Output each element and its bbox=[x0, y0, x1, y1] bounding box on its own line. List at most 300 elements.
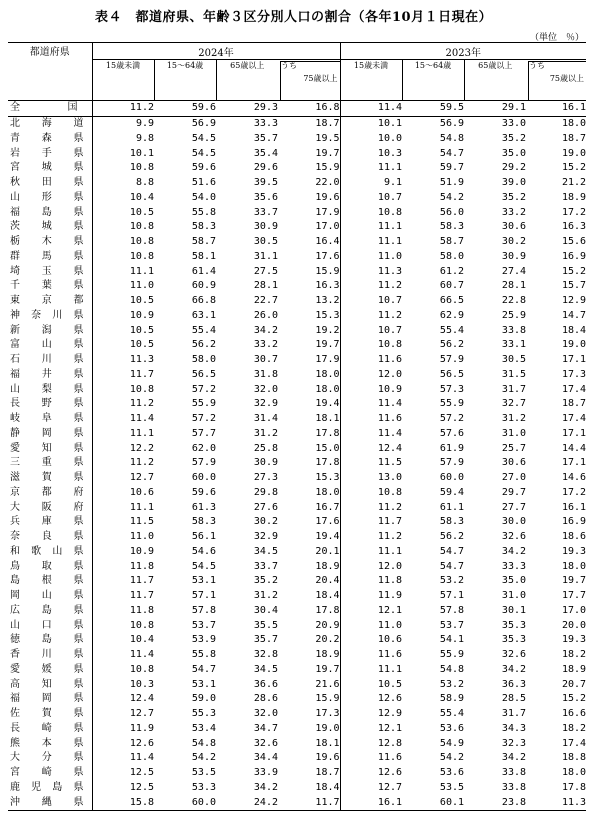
value-cell: 28.6 bbox=[253, 693, 278, 705]
prefecture-name: 広島県 bbox=[8, 604, 92, 619]
value-cell: 15.0 bbox=[315, 442, 340, 454]
value-cell: 17.8 bbox=[315, 427, 340, 439]
table-row bbox=[8, 116, 586, 131]
prefecture-name: 滋賀県 bbox=[8, 471, 92, 486]
table-row-national bbox=[8, 101, 586, 117]
value-cell: 27.0 bbox=[501, 472, 527, 484]
value-cell: 16.3 bbox=[561, 221, 587, 233]
value-cell: 12.9 bbox=[340, 707, 402, 722]
value-cell: 34.2 bbox=[253, 781, 278, 793]
header-under15-2023: 15歳未満 bbox=[340, 60, 402, 101]
table-row bbox=[8, 559, 586, 574]
value-cell: 11.2 bbox=[129, 398, 154, 410]
value-cell: 11.2 bbox=[340, 309, 402, 324]
table-row bbox=[8, 486, 586, 501]
table-row bbox=[8, 736, 586, 751]
value-cell: 10.8 bbox=[129, 383, 154, 395]
value-cell: 32.0 bbox=[253, 383, 278, 395]
value-cell: 12.1 bbox=[340, 604, 402, 619]
header-15to64-2024: 15～64歳 bbox=[154, 60, 216, 101]
value-cell: 54.2 bbox=[439, 752, 465, 764]
value-cell: 33.3 bbox=[501, 560, 527, 572]
prefecture-name: 徳島県 bbox=[8, 633, 92, 648]
value-cell: 61.3 bbox=[191, 501, 216, 513]
value-cell: 29.7 bbox=[501, 486, 527, 498]
value-cell: 33.2 bbox=[501, 206, 527, 218]
value-cell: 11.3 bbox=[340, 264, 402, 279]
value-cell: 66.8 bbox=[191, 295, 216, 307]
table-row bbox=[8, 161, 586, 176]
value-cell: 61.4 bbox=[191, 265, 216, 277]
value-cell: 18.4 bbox=[561, 324, 587, 336]
table-row bbox=[8, 677, 586, 692]
value-cell: 27.5 bbox=[253, 265, 278, 277]
value-cell: 18.9 bbox=[561, 191, 587, 203]
value-cell: 34.2 bbox=[501, 663, 527, 675]
value-cell: 33.8 bbox=[501, 767, 527, 779]
table-title: 表４ 都道府県、年齢３区分別人口の割合（各年10月１日現在） bbox=[95, 10, 493, 25]
value-cell: 11.1 bbox=[340, 663, 402, 678]
value-cell: 58.0 bbox=[191, 354, 216, 366]
value-cell: 57.9 bbox=[439, 457, 465, 469]
value-cell: 33.0 bbox=[501, 118, 527, 130]
value-cell: 56.0 bbox=[439, 206, 465, 218]
value-cell: 59.4 bbox=[439, 486, 465, 498]
value-cell: 19.7 bbox=[315, 147, 340, 159]
value-cell: 17.2 bbox=[561, 486, 587, 498]
header-75plus-2024 bbox=[278, 60, 340, 101]
prefecture-name: 静岡県 bbox=[8, 427, 92, 442]
value-cell: 31.8 bbox=[253, 368, 278, 380]
value-cell: 16.3 bbox=[315, 280, 340, 292]
prefecture-name: 高知県 bbox=[8, 677, 92, 692]
value-cell: 10.8 bbox=[129, 663, 154, 675]
value-cell: 29.3 bbox=[216, 101, 278, 117]
value-cell: 25.7 bbox=[501, 442, 527, 454]
value-cell: 17.4 bbox=[561, 383, 587, 395]
value-cell: 27.6 bbox=[253, 501, 278, 513]
value-cell: 19.2 bbox=[315, 324, 340, 336]
table-row bbox=[8, 471, 586, 486]
value-cell: 11.0 bbox=[340, 250, 402, 265]
value-cell: 10.5 bbox=[129, 324, 154, 336]
value-cell: 11.4 bbox=[129, 413, 154, 425]
value-cell: 17.4 bbox=[561, 737, 587, 749]
value-cell: 10.0 bbox=[340, 132, 402, 147]
value-cell: 14.6 bbox=[561, 472, 587, 484]
value-cell: 55.4 bbox=[191, 324, 216, 336]
value-cell: 18.0 bbox=[561, 118, 587, 130]
value-cell: 12.6 bbox=[340, 692, 402, 707]
value-cell: 39.0 bbox=[501, 177, 527, 189]
value-cell: 54.9 bbox=[439, 737, 465, 749]
value-cell: 20.2 bbox=[315, 634, 340, 646]
value-cell: 57.7 bbox=[191, 427, 216, 439]
prefecture-name: 福井県 bbox=[8, 368, 92, 383]
prefecture-name: 島根県 bbox=[8, 574, 92, 589]
value-cell: 35.3 bbox=[501, 619, 527, 631]
value-cell: 18.8 bbox=[561, 752, 587, 764]
prefecture-name: 東京都 bbox=[8, 294, 92, 309]
value-cell: 15.2 bbox=[561, 162, 587, 174]
value-cell: 10.4 bbox=[129, 191, 154, 203]
value-cell: 11.4 bbox=[129, 649, 154, 661]
value-cell: 55.4 bbox=[439, 708, 465, 720]
value-cell: 12.0 bbox=[340, 559, 402, 574]
value-cell: 19.0 bbox=[561, 339, 587, 351]
value-cell: 10.9 bbox=[129, 545, 154, 557]
value-cell: 18.4 bbox=[315, 590, 340, 602]
prefecture-name: 山口県 bbox=[8, 618, 92, 633]
value-cell: 10.6 bbox=[340, 633, 402, 648]
value-cell: 18.7 bbox=[561, 398, 587, 410]
value-cell: 10.9 bbox=[340, 382, 402, 397]
value-cell: 11.6 bbox=[340, 751, 402, 766]
table-row bbox=[8, 500, 586, 515]
value-cell: 55.3 bbox=[191, 708, 216, 720]
header-65plus-2023: 65歳以上 bbox=[464, 60, 526, 101]
value-cell: 58.7 bbox=[439, 236, 465, 248]
table-row bbox=[8, 294, 586, 309]
table-row bbox=[8, 427, 586, 442]
value-cell: 18.0 bbox=[561, 767, 587, 779]
prefecture-name: 三重県 bbox=[8, 456, 92, 471]
prefecture-name: 大分県 bbox=[8, 751, 92, 766]
value-cell: 53.7 bbox=[191, 619, 216, 631]
table-row bbox=[8, 692, 586, 707]
table-row bbox=[8, 220, 586, 235]
value-cell: 17.9 bbox=[315, 354, 340, 366]
value-cell: 16.1 bbox=[526, 101, 586, 117]
value-cell: 19.7 bbox=[315, 339, 340, 351]
value-cell: 33.8 bbox=[501, 781, 527, 793]
prefecture-name: 埼玉県 bbox=[8, 264, 92, 279]
value-cell: 10.7 bbox=[340, 191, 402, 206]
value-cell: 34.2 bbox=[501, 545, 527, 557]
value-cell: 20.1 bbox=[315, 545, 340, 557]
prefecture-name: 岩手県 bbox=[8, 146, 92, 161]
header-75plus-label: 75歳以上 bbox=[303, 74, 338, 83]
value-cell: 17.6 bbox=[315, 516, 340, 528]
table-row bbox=[8, 663, 586, 678]
value-cell: 58.3 bbox=[439, 516, 465, 528]
value-cell: 11.7 bbox=[129, 575, 154, 587]
value-cell: 32.6 bbox=[253, 737, 278, 749]
table-row bbox=[8, 412, 586, 427]
value-cell: 60.7 bbox=[439, 280, 465, 292]
value-cell: 12.4 bbox=[340, 441, 402, 456]
value-cell: 33.7 bbox=[253, 206, 278, 218]
value-cell: 20.7 bbox=[561, 678, 587, 690]
value-cell: 23.8 bbox=[464, 795, 526, 810]
value-cell: 53.1 bbox=[191, 575, 216, 587]
value-cell: 16.7 bbox=[315, 501, 340, 513]
value-cell: 34.5 bbox=[253, 663, 278, 675]
table-row bbox=[8, 648, 586, 663]
value-cell: 31.2 bbox=[501, 413, 527, 425]
value-cell: 19.7 bbox=[561, 575, 587, 587]
value-cell: 9.1 bbox=[340, 176, 402, 191]
value-cell: 17.0 bbox=[315, 221, 340, 233]
value-cell: 29.6 bbox=[253, 162, 278, 174]
value-cell: 30.2 bbox=[253, 516, 278, 528]
value-cell: 53.9 bbox=[191, 634, 216, 646]
value-cell: 53.4 bbox=[191, 722, 216, 734]
value-cell: 10.5 bbox=[129, 295, 154, 307]
value-cell: 21.6 bbox=[315, 678, 340, 690]
value-cell: 60.0 bbox=[191, 472, 216, 484]
value-cell: 33.8 bbox=[501, 324, 527, 336]
value-cell: 27.4 bbox=[501, 265, 527, 277]
value-cell: 18.7 bbox=[315, 118, 340, 130]
value-cell: 10.8 bbox=[129, 162, 154, 174]
value-cell: 11.2 bbox=[129, 457, 154, 469]
value-cell: 15.3 bbox=[315, 472, 340, 484]
value-cell: 53.2 bbox=[439, 575, 465, 587]
value-cell: 33.3 bbox=[253, 118, 278, 130]
value-cell: 15.6 bbox=[561, 236, 587, 248]
header-uchi-label: うち bbox=[281, 61, 297, 70]
value-cell: 16.1 bbox=[561, 501, 587, 513]
value-cell: 31.2 bbox=[253, 427, 278, 439]
value-cell: 11.2 bbox=[340, 279, 402, 294]
value-cell: 57.2 bbox=[191, 413, 216, 425]
value-cell: 60.0 bbox=[439, 472, 465, 484]
value-cell: 11.8 bbox=[129, 604, 154, 616]
value-cell: 10.9 bbox=[129, 309, 154, 321]
table-row bbox=[8, 146, 586, 161]
value-cell: 9.8 bbox=[135, 132, 154, 144]
value-cell: 54.5 bbox=[191, 147, 216, 159]
value-cell: 57.8 bbox=[439, 604, 465, 616]
value-cell: 59.5 bbox=[402, 101, 464, 117]
value-cell: 11.6 bbox=[340, 648, 402, 663]
value-cell: 12.7 bbox=[129, 472, 154, 484]
table-row bbox=[8, 279, 586, 294]
value-cell: 57.3 bbox=[439, 383, 465, 395]
value-cell: 33.2 bbox=[253, 339, 278, 351]
prefecture-name: 福島県 bbox=[8, 205, 92, 220]
value-cell: 60.0 bbox=[154, 795, 216, 810]
prefecture-name: 兵庫県 bbox=[8, 515, 92, 530]
value-cell: 32.3 bbox=[501, 737, 527, 749]
value-cell: 61.9 bbox=[439, 442, 465, 454]
table-row bbox=[8, 338, 586, 353]
value-cell: 61.2 bbox=[439, 265, 465, 277]
value-cell: 31.5 bbox=[501, 368, 527, 380]
value-cell: 10.3 bbox=[340, 146, 402, 161]
value-cell: 11.0 bbox=[340, 618, 402, 633]
table-row bbox=[8, 441, 586, 456]
value-cell: 58.1 bbox=[191, 250, 216, 262]
value-cell: 35.2 bbox=[501, 132, 527, 144]
value-cell: 11.1 bbox=[340, 220, 402, 235]
table-row bbox=[8, 323, 586, 338]
value-cell: 11.2 bbox=[340, 500, 402, 515]
value-cell: 10.8 bbox=[340, 338, 402, 353]
value-cell: 57.6 bbox=[439, 427, 465, 439]
value-cell: 10.1 bbox=[129, 147, 154, 159]
value-cell: 36.6 bbox=[253, 678, 278, 690]
header-uchi-label: うち bbox=[529, 61, 546, 70]
value-cell: 35.7 bbox=[253, 132, 278, 144]
value-cell: 19.3 bbox=[561, 545, 587, 557]
value-cell: 54.5 bbox=[191, 560, 216, 572]
value-cell: 11.7 bbox=[129, 590, 154, 602]
value-cell: 54.7 bbox=[439, 560, 465, 572]
value-cell: 55.8 bbox=[191, 206, 216, 218]
prefecture-name: 熊本県 bbox=[8, 736, 92, 751]
value-cell: 35.2 bbox=[501, 191, 527, 203]
value-cell: 35.6 bbox=[253, 191, 278, 203]
value-cell: 25.8 bbox=[253, 442, 278, 454]
value-cell: 19.0 bbox=[315, 722, 340, 734]
value-cell: 55.8 bbox=[191, 649, 216, 661]
value-cell: 56.2 bbox=[191, 339, 216, 351]
value-cell: 11.9 bbox=[340, 589, 402, 604]
table-row bbox=[8, 707, 586, 722]
value-cell: 16.9 bbox=[561, 516, 587, 528]
value-cell: 17.7 bbox=[561, 590, 587, 602]
value-cell: 11.8 bbox=[340, 574, 402, 589]
value-cell: 12.4 bbox=[129, 693, 154, 705]
prefecture-name: 鳥取県 bbox=[8, 559, 92, 574]
value-cell: 10.8 bbox=[129, 221, 154, 233]
value-cell: 14.4 bbox=[561, 442, 587, 454]
value-cell: 17.8 bbox=[315, 604, 340, 616]
value-cell: 22.8 bbox=[501, 295, 527, 307]
prefecture-name: 鹿児島県 bbox=[8, 781, 92, 796]
value-cell: 12.7 bbox=[129, 708, 154, 720]
value-cell: 29.1 bbox=[464, 101, 526, 117]
prefecture-name: 神奈川県 bbox=[8, 309, 92, 324]
value-cell: 17.0 bbox=[561, 604, 587, 616]
prefecture-name: 奈良県 bbox=[8, 530, 92, 545]
prefecture-name: 石川県 bbox=[8, 353, 92, 368]
value-cell: 59.0 bbox=[191, 693, 216, 705]
table-row bbox=[8, 545, 586, 560]
table-row bbox=[8, 353, 586, 368]
value-cell: 10.5 bbox=[129, 339, 154, 351]
value-cell: 58.9 bbox=[439, 693, 465, 705]
table-row bbox=[8, 515, 586, 530]
value-cell: 12.8 bbox=[340, 736, 402, 751]
value-cell: 53.7 bbox=[439, 619, 465, 631]
value-cell: 53.6 bbox=[439, 722, 465, 734]
value-cell: 19.6 bbox=[315, 191, 340, 203]
value-cell: 29.2 bbox=[501, 162, 527, 174]
value-cell: 30.6 bbox=[501, 457, 527, 469]
table-row bbox=[8, 382, 586, 397]
value-cell: 54.8 bbox=[439, 132, 465, 144]
value-cell: 62.9 bbox=[439, 309, 465, 321]
table-row bbox=[8, 264, 586, 279]
value-cell: 19.3 bbox=[561, 634, 587, 646]
value-cell: 12.5 bbox=[129, 767, 154, 779]
value-cell: 18.0 bbox=[315, 486, 340, 498]
value-cell: 16.6 bbox=[561, 708, 587, 720]
value-cell: 11.1 bbox=[340, 545, 402, 560]
table-row bbox=[8, 309, 586, 324]
value-cell: 60.1 bbox=[402, 795, 464, 810]
value-cell: 11.3 bbox=[526, 795, 586, 810]
value-cell: 17.3 bbox=[561, 368, 587, 380]
value-cell: 54.7 bbox=[439, 545, 465, 557]
table-row bbox=[8, 589, 586, 604]
value-cell: 17.4 bbox=[561, 413, 587, 425]
value-cell: 33.9 bbox=[253, 767, 278, 779]
value-cell: 10.8 bbox=[129, 236, 154, 248]
value-cell: 31.1 bbox=[253, 250, 278, 262]
value-cell: 53.6 bbox=[439, 767, 465, 779]
value-cell: 34.2 bbox=[501, 752, 527, 764]
value-cell: 8.8 bbox=[135, 177, 154, 189]
table-row bbox=[8, 604, 586, 619]
value-cell: 56.5 bbox=[439, 368, 465, 380]
header-15to64-2023: 15～64歳 bbox=[402, 60, 464, 101]
value-cell: 51.9 bbox=[439, 177, 465, 189]
value-cell: 18.1 bbox=[315, 737, 340, 749]
value-cell: 31.4 bbox=[253, 413, 278, 425]
table-row bbox=[8, 722, 586, 737]
value-cell: 31.0 bbox=[501, 590, 527, 602]
value-cell: 54.0 bbox=[191, 191, 216, 203]
value-cell: 15.9 bbox=[315, 265, 340, 277]
prefecture-name: 沖縄県 bbox=[8, 795, 92, 810]
value-cell: 17.1 bbox=[561, 354, 587, 366]
value-cell: 11.2 bbox=[340, 530, 402, 545]
value-cell: 34.5 bbox=[253, 545, 278, 557]
prefecture-name: 北海道 bbox=[8, 116, 92, 131]
header-75plus-2023 bbox=[526, 60, 586, 101]
prefecture-name: 全国 bbox=[8, 101, 92, 117]
value-cell: 26.0 bbox=[253, 309, 278, 321]
value-cell: 10.8 bbox=[340, 205, 402, 220]
value-cell: 59.7 bbox=[439, 162, 465, 174]
value-cell: 10.8 bbox=[129, 619, 154, 631]
value-cell: 18.2 bbox=[561, 722, 587, 734]
table-row bbox=[8, 618, 586, 633]
prefecture-name: 千葉県 bbox=[8, 279, 92, 294]
value-cell: 16.4 bbox=[315, 236, 340, 248]
value-cell: 10.3 bbox=[129, 678, 154, 690]
value-cell: 58.0 bbox=[439, 250, 465, 262]
value-cell: 16.1 bbox=[340, 795, 402, 810]
prefecture-name: 愛知県 bbox=[8, 441, 92, 456]
prefecture-name: 山形県 bbox=[8, 191, 92, 206]
value-cell: 11.1 bbox=[340, 235, 402, 250]
value-cell: 11.3 bbox=[129, 354, 154, 366]
value-cell: 56.1 bbox=[191, 531, 216, 543]
value-cell: 11.8 bbox=[129, 560, 154, 572]
value-cell: 30.7 bbox=[253, 354, 278, 366]
value-cell: 54.2 bbox=[191, 752, 216, 764]
value-cell: 66.5 bbox=[439, 295, 465, 307]
prefecture-name: 京都府 bbox=[8, 486, 92, 501]
value-cell: 57.2 bbox=[439, 413, 465, 425]
value-cell: 31.2 bbox=[253, 590, 278, 602]
value-cell: 30.1 bbox=[501, 604, 527, 616]
header-under15-2024: 15歳未満 bbox=[92, 60, 154, 101]
value-cell: 57.9 bbox=[439, 354, 465, 366]
value-cell: 36.3 bbox=[501, 678, 527, 690]
value-cell: 58.3 bbox=[191, 516, 216, 528]
value-cell: 32.7 bbox=[501, 398, 527, 410]
value-cell: 28.5 bbox=[501, 693, 527, 705]
value-cell: 19.0 bbox=[561, 147, 587, 159]
value-cell: 17.3 bbox=[315, 708, 340, 720]
value-cell: 32.6 bbox=[501, 531, 527, 543]
